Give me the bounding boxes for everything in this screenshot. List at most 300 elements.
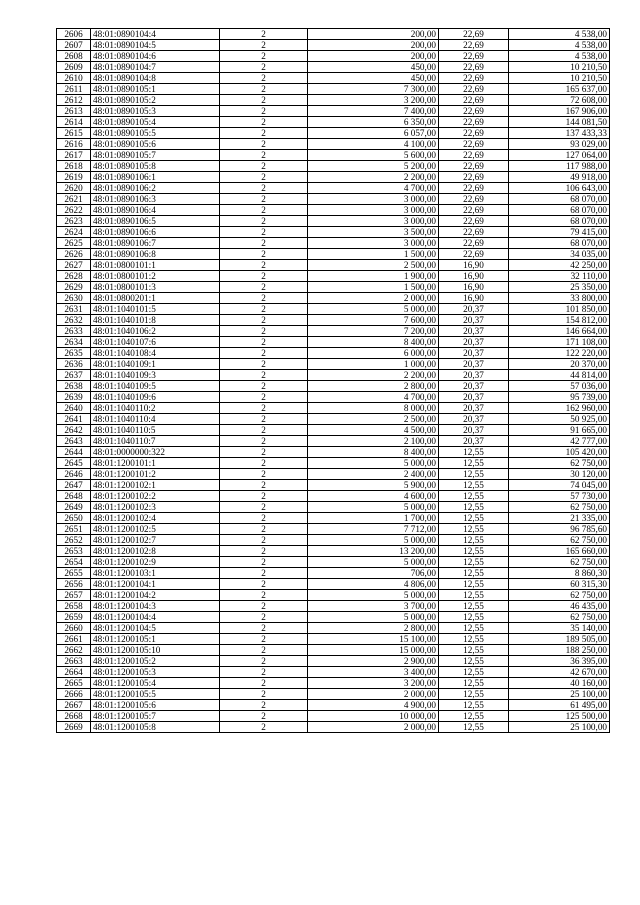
area-cell: 10 000,00 — [308, 711, 439, 722]
area-cell: 3 000,00 — [308, 238, 439, 249]
cadastral-value-cell: 4 538,00 — [509, 51, 610, 62]
cadastral-number-cell: 48:01:1200102:4 — [91, 513, 220, 524]
area-cell: 2 900,00 — [308, 656, 439, 667]
category-cell: 2 — [220, 656, 308, 667]
area-cell: 4 806,00 — [308, 579, 439, 590]
cadastral-number-cell: 48:01:1200102:2 — [91, 491, 220, 502]
cadastral-number-cell: 48:01:0890105:7 — [91, 150, 220, 161]
rate-cell: 22,69 — [439, 95, 509, 106]
table-row — [57, 117, 610, 128]
rate-cell: 12,55 — [439, 524, 509, 535]
rate-cell: 12,55 — [439, 711, 509, 722]
rate-cell: 22,69 — [439, 205, 509, 216]
cadastral-number-cell: 48:01:1200105:2 — [91, 656, 220, 667]
rate-cell: 22,69 — [439, 106, 509, 117]
row-number-cell: 2623 — [57, 216, 91, 227]
cadastral-number-cell: 48:01:1200102:3 — [91, 502, 220, 513]
category-cell: 2 — [220, 645, 308, 656]
row-number-cell: 2663 — [57, 656, 91, 667]
area-cell: 3 000,00 — [308, 205, 439, 216]
category-cell: 2 — [220, 62, 308, 73]
cadastral-value-cell: 105 420,00 — [509, 447, 610, 458]
rate-cell: 12,55 — [439, 568, 509, 579]
cadastral-value-cell: 137 433,33 — [509, 128, 610, 139]
cadastral-value-cell: 74 045,00 — [509, 480, 610, 491]
row-number-cell: 2631 — [57, 304, 91, 315]
area-cell: 1 900,00 — [308, 271, 439, 282]
cadastral-value-cell: 122 220,00 — [509, 348, 610, 359]
table-row — [57, 601, 610, 612]
row-number-cell: 2628 — [57, 271, 91, 282]
cadastral-value-cell: 42 777,00 — [509, 436, 610, 447]
row-number-cell: 2640 — [57, 403, 91, 414]
cadastral-number-cell: 48:01:0890105:6 — [91, 139, 220, 150]
row-number-cell: 2643 — [57, 436, 91, 447]
cadastral-value-cell: 62 750,00 — [509, 535, 610, 546]
rate-cell: 12,55 — [439, 623, 509, 634]
row-number-cell: 2655 — [57, 568, 91, 579]
rate-cell: 12,55 — [439, 469, 509, 480]
area-cell: 200,00 — [308, 40, 439, 51]
table-row — [57, 612, 610, 623]
rate-cell: 22,69 — [439, 227, 509, 238]
cadastral-value-cell: 33 800,00 — [509, 293, 610, 304]
cadastral-value-cell: 144 081,50 — [509, 117, 610, 128]
rate-cell: 20,37 — [439, 392, 509, 403]
cadastral-number-cell: 48:01:0890106:6 — [91, 227, 220, 238]
row-number-cell: 2626 — [57, 249, 91, 260]
cadastral-value-cell: 50 925,00 — [509, 414, 610, 425]
category-cell: 2 — [220, 722, 308, 733]
cadastral-value-cell: 189 505,00 — [509, 634, 610, 645]
row-number-cell: 2625 — [57, 238, 91, 249]
category-cell: 2 — [220, 447, 308, 458]
row-number-cell: 2649 — [57, 502, 91, 513]
row-number-cell: 2653 — [57, 546, 91, 557]
rate-cell: 20,37 — [439, 326, 509, 337]
rate-cell: 12,55 — [439, 612, 509, 623]
row-number-cell: 2633 — [57, 326, 91, 337]
cadastral-number-cell: 48:01:1200102:5 — [91, 524, 220, 535]
rate-cell: 22,69 — [439, 249, 509, 260]
area-cell: 5 000,00 — [308, 502, 439, 513]
cadastral-number-cell: 48:01:0800101:1 — [91, 260, 220, 271]
area-cell: 3 700,00 — [308, 601, 439, 612]
rate-cell: 20,37 — [439, 315, 509, 326]
table-row — [57, 557, 610, 568]
rate-cell: 12,55 — [439, 513, 509, 524]
area-cell: 3 000,00 — [308, 194, 439, 205]
cadastral-number-cell: 48:01:1040110:2 — [91, 403, 220, 414]
row-number-cell: 2642 — [57, 425, 91, 436]
category-cell: 2 — [220, 293, 308, 304]
row-number-cell: 2632 — [57, 315, 91, 326]
area-cell: 450,00 — [308, 73, 439, 84]
row-number-cell: 2608 — [57, 51, 91, 62]
cadastral-number-cell: 48:01:1200102:8 — [91, 546, 220, 557]
area-cell: 13 200,00 — [308, 546, 439, 557]
category-cell: 2 — [220, 304, 308, 315]
cadastral-value-cell: 165 660,00 — [509, 546, 610, 557]
cadastral-value-cell: 91 665,00 — [509, 425, 610, 436]
rate-cell: 12,55 — [439, 535, 509, 546]
table-row — [57, 326, 610, 337]
cadastral-value-cell: 40 160,00 — [509, 678, 610, 689]
row-number-cell: 2656 — [57, 579, 91, 590]
cadastral-value-cell: 188 250,00 — [509, 645, 610, 656]
category-cell: 2 — [220, 513, 308, 524]
cadastral-number-cell: 48:01:1040110:4 — [91, 414, 220, 425]
table-row — [57, 183, 610, 194]
area-cell: 450,00 — [308, 62, 439, 73]
cadastral-value-cell: 42 670,00 — [509, 667, 610, 678]
area-cell: 5 900,00 — [308, 480, 439, 491]
table-row — [57, 722, 610, 733]
area-cell: 4 700,00 — [308, 392, 439, 403]
cadastral-value-cell: 10 210,50 — [509, 62, 610, 73]
row-number-cell: 2669 — [57, 722, 91, 733]
rate-cell: 12,55 — [439, 590, 509, 601]
area-cell: 3 200,00 — [308, 95, 439, 106]
cadastral-value-cell: 165 637,00 — [509, 84, 610, 95]
category-cell: 2 — [220, 150, 308, 161]
rate-cell: 12,55 — [439, 546, 509, 557]
category-cell: 2 — [220, 700, 308, 711]
area-cell: 5 000,00 — [308, 612, 439, 623]
area-cell: 2 000,00 — [308, 722, 439, 733]
area-cell: 2 400,00 — [308, 469, 439, 480]
row-number-cell: 2614 — [57, 117, 91, 128]
category-cell: 2 — [220, 579, 308, 590]
cadastral-number-cell: 48:01:1040101:5 — [91, 304, 220, 315]
table-row — [57, 260, 610, 271]
rate-cell: 22,69 — [439, 139, 509, 150]
rate-cell: 22,69 — [439, 51, 509, 62]
cadastral-number-cell: 48:01:1040110:5 — [91, 425, 220, 436]
cadastral-number-cell: 48:01:0890105:3 — [91, 106, 220, 117]
table-row — [57, 667, 610, 678]
cadastral-number-cell: 48:01:1200104:4 — [91, 612, 220, 623]
category-cell: 2 — [220, 315, 308, 326]
table-row — [57, 513, 610, 524]
cadastral-number-cell: 48:01:1200102:1 — [91, 480, 220, 491]
area-cell: 2 800,00 — [308, 623, 439, 634]
cadastral-number-cell: 48:01:0890104:7 — [91, 62, 220, 73]
area-cell: 1 500,00 — [308, 282, 439, 293]
cadastral-number-cell: 48:01:0890106:2 — [91, 183, 220, 194]
area-cell: 200,00 — [308, 29, 439, 40]
cadastral-number-cell: 48:01:1200105:4 — [91, 678, 220, 689]
table-row — [57, 271, 610, 282]
area-cell: 8 400,00 — [308, 337, 439, 348]
cadastral-number-cell: 48:01:1200105:3 — [91, 667, 220, 678]
cadastral-value-cell: 34 035,00 — [509, 249, 610, 260]
rate-cell: 16,90 — [439, 271, 509, 282]
rate-cell: 20,37 — [439, 425, 509, 436]
category-cell: 2 — [220, 29, 308, 40]
row-number-cell: 2639 — [57, 392, 91, 403]
table-row — [57, 711, 610, 722]
table-row — [57, 524, 610, 535]
table-row — [57, 84, 610, 95]
category-cell: 2 — [220, 436, 308, 447]
category-cell: 2 — [220, 51, 308, 62]
category-cell: 2 — [220, 612, 308, 623]
cadastral-number-cell: 48:01:0890104:5 — [91, 40, 220, 51]
table-row — [57, 579, 610, 590]
category-cell: 2 — [220, 392, 308, 403]
table-row — [57, 282, 610, 293]
category-cell: 2 — [220, 590, 308, 601]
row-number-cell: 2648 — [57, 491, 91, 502]
rate-cell: 20,37 — [439, 403, 509, 414]
row-number-cell: 2641 — [57, 414, 91, 425]
cadastral-number-cell: 48:01:0800201:1 — [91, 293, 220, 304]
category-cell: 2 — [220, 227, 308, 238]
cadastral-number-cell: 48:01:0890106:1 — [91, 172, 220, 183]
area-cell: 200,00 — [308, 51, 439, 62]
row-number-cell: 2660 — [57, 623, 91, 634]
cadastral-value-cell: 96 785,60 — [509, 524, 610, 535]
cadastral-value-cell: 20 370,00 — [509, 359, 610, 370]
row-number-cell: 2667 — [57, 700, 91, 711]
category-cell: 2 — [220, 106, 308, 117]
table-row — [57, 425, 610, 436]
rate-cell: 22,69 — [439, 40, 509, 51]
row-number-cell: 2646 — [57, 469, 91, 480]
cadastral-value-cell: 79 415,00 — [509, 227, 610, 238]
category-cell: 2 — [220, 128, 308, 139]
cadastral-number-cell: 48:01:0890106:5 — [91, 216, 220, 227]
table-row — [57, 348, 610, 359]
table-row — [57, 62, 610, 73]
area-cell: 4 900,00 — [308, 700, 439, 711]
area-cell: 3 000,00 — [308, 216, 439, 227]
rate-cell: 12,55 — [439, 667, 509, 678]
cadastral-value-cell: 154 812,00 — [509, 315, 610, 326]
cadastral-value-cell: 61 495,00 — [509, 700, 610, 711]
cadastral-value-cell: 146 664,00 — [509, 326, 610, 337]
cadastral-value-cell: 32 110,00 — [509, 271, 610, 282]
row-number-cell: 2630 — [57, 293, 91, 304]
cadastral-value-cell: 93 029,00 — [509, 139, 610, 150]
area-cell: 3 500,00 — [308, 227, 439, 238]
row-number-cell: 2609 — [57, 62, 91, 73]
cadastral-value-cell: 30 120,00 — [509, 469, 610, 480]
area-cell: 5 000,00 — [308, 590, 439, 601]
cadastral-value-cell: 127 064,00 — [509, 150, 610, 161]
row-number-cell: 2658 — [57, 601, 91, 612]
row-number-cell: 2606 — [57, 29, 91, 40]
rate-cell: 12,55 — [439, 645, 509, 656]
cadastral-value-cell: 46 435,00 — [509, 601, 610, 612]
category-cell: 2 — [220, 524, 308, 535]
cadastral-value-cell: 4 538,00 — [509, 40, 610, 51]
table-row — [57, 205, 610, 216]
rate-cell: 20,37 — [439, 337, 509, 348]
cadastral-number-cell: 48:01:0890105:2 — [91, 95, 220, 106]
rate-cell: 20,37 — [439, 381, 509, 392]
area-cell: 6 057,00 — [308, 128, 439, 139]
table-row — [57, 249, 610, 260]
cadastral-number-cell: 48:01:0890104:6 — [91, 51, 220, 62]
table-row — [57, 139, 610, 150]
row-number-cell: 2668 — [57, 711, 91, 722]
cadastral-number-cell: 48:01:1200104:5 — [91, 623, 220, 634]
category-cell: 2 — [220, 95, 308, 106]
rate-cell: 16,90 — [439, 260, 509, 271]
cadastral-number-cell: 48:01:1040108:4 — [91, 348, 220, 359]
area-cell: 4 700,00 — [308, 183, 439, 194]
category-cell: 2 — [220, 73, 308, 84]
row-number-cell: 2624 — [57, 227, 91, 238]
category-cell: 2 — [220, 326, 308, 337]
category-cell: 2 — [220, 282, 308, 293]
rate-cell: 22,69 — [439, 62, 509, 73]
table-row — [57, 590, 610, 601]
row-number-cell: 2620 — [57, 183, 91, 194]
rate-cell: 20,37 — [439, 348, 509, 359]
category-cell: 2 — [220, 337, 308, 348]
cadastral-number-cell: 48:01:1200105:5 — [91, 689, 220, 700]
rate-cell: 12,55 — [439, 689, 509, 700]
cadastral-number-cell: 48:01:1200104:1 — [91, 579, 220, 590]
table-row — [57, 227, 610, 238]
table-row — [57, 315, 610, 326]
cadastral-number-cell: 48:01:1040109:5 — [91, 381, 220, 392]
area-cell: 706,00 — [308, 568, 439, 579]
category-cell: 2 — [220, 260, 308, 271]
cadastral-number-cell: 48:01:1200105:7 — [91, 711, 220, 722]
cadastral-value-cell: 4 538,00 — [509, 29, 610, 40]
table-row — [57, 502, 610, 513]
rate-cell: 22,69 — [439, 73, 509, 84]
table-row — [57, 689, 610, 700]
table-row — [57, 359, 610, 370]
area-cell: 2 100,00 — [308, 436, 439, 447]
cadastral-number-cell: 48:01:1040109:3 — [91, 370, 220, 381]
table-row — [57, 458, 610, 469]
table-row — [57, 172, 610, 183]
cadastral-value-cell: 57 036,00 — [509, 381, 610, 392]
cadastral-value-cell: 62 750,00 — [509, 502, 610, 513]
area-cell: 3 400,00 — [308, 667, 439, 678]
cadastral-value-cell: 25 100,00 — [509, 722, 610, 733]
cadastral-value-cell: 101 850,00 — [509, 304, 610, 315]
cadastral-value-cell: 125 500,00 — [509, 711, 610, 722]
rate-cell: 20,37 — [439, 359, 509, 370]
area-cell: 7 712,00 — [308, 524, 439, 535]
row-number-cell: 2665 — [57, 678, 91, 689]
area-cell: 8 000,00 — [308, 403, 439, 414]
table-row — [57, 568, 610, 579]
table-row — [57, 447, 610, 458]
table-row — [57, 381, 610, 392]
cadastral-value-cell: 25 350,00 — [509, 282, 610, 293]
area-cell: 7 400,00 — [308, 106, 439, 117]
cadastral-number-cell: 48:01:1200105:10 — [91, 645, 220, 656]
rate-cell: 12,55 — [439, 678, 509, 689]
row-number-cell: 2662 — [57, 645, 91, 656]
area-cell: 5 200,00 — [308, 161, 439, 172]
row-number-cell: 2613 — [57, 106, 91, 117]
category-cell: 2 — [220, 381, 308, 392]
area-cell: 6 000,00 — [308, 348, 439, 359]
area-cell: 1 000,00 — [308, 359, 439, 370]
row-number-cell: 2654 — [57, 557, 91, 568]
area-cell: 2 200,00 — [308, 172, 439, 183]
category-cell: 2 — [220, 117, 308, 128]
cadastral-value-cell: 62 750,00 — [509, 557, 610, 568]
cadastral-number-cell: 48:01:1200103:1 — [91, 568, 220, 579]
category-cell: 2 — [220, 667, 308, 678]
table-row — [57, 535, 610, 546]
cadastral-value-cell: 35 140,00 — [509, 623, 610, 634]
area-cell: 6 350,00 — [308, 117, 439, 128]
row-number-cell: 2645 — [57, 458, 91, 469]
table-row — [57, 106, 610, 117]
category-cell: 2 — [220, 183, 308, 194]
category-cell: 2 — [220, 546, 308, 557]
cadastral-number-cell: 48:01:1200101:1 — [91, 458, 220, 469]
rate-cell: 22,69 — [439, 183, 509, 194]
row-number-cell: 2629 — [57, 282, 91, 293]
area-cell: 5 000,00 — [308, 304, 439, 315]
table-row — [57, 150, 610, 161]
row-number-cell: 2636 — [57, 359, 91, 370]
category-cell: 2 — [220, 205, 308, 216]
table-row — [57, 678, 610, 689]
row-number-cell: 2664 — [57, 667, 91, 678]
cadastral-number-cell: 48:01:1200105:8 — [91, 722, 220, 733]
table-row — [57, 491, 610, 502]
rate-cell: 22,69 — [439, 194, 509, 205]
table-row — [57, 128, 610, 139]
table-row — [57, 238, 610, 249]
rate-cell: 12,55 — [439, 557, 509, 568]
rate-cell: 22,69 — [439, 150, 509, 161]
row-number-cell: 2616 — [57, 139, 91, 150]
rate-cell: 16,90 — [439, 293, 509, 304]
cadastral-value-cell: 62 750,00 — [509, 590, 610, 601]
row-number-cell: 2644 — [57, 447, 91, 458]
area-cell: 5 000,00 — [308, 458, 439, 469]
table-row — [57, 293, 610, 304]
category-cell: 2 — [220, 678, 308, 689]
cadastral-value-table — [56, 28, 610, 733]
cadastral-value-cell: 57 730,00 — [509, 491, 610, 502]
rate-cell: 22,69 — [439, 161, 509, 172]
rate-cell: 12,55 — [439, 579, 509, 590]
area-cell: 5 000,00 — [308, 557, 439, 568]
cadastral-number-cell: 48:01:0000000:322 — [91, 447, 220, 458]
row-number-cell: 2661 — [57, 634, 91, 645]
cadastral-number-cell: 48:01:1200104:2 — [91, 590, 220, 601]
cadastral-number-cell: 48:01:0890106:3 — [91, 194, 220, 205]
row-number-cell: 2621 — [57, 194, 91, 205]
table-row — [57, 73, 610, 84]
row-number-cell: 2657 — [57, 590, 91, 601]
area-cell: 2 000,00 — [308, 689, 439, 700]
table-row — [57, 546, 610, 557]
cadastral-value-cell: 62 750,00 — [509, 612, 610, 623]
cadastral-value-cell: 8 860,30 — [509, 568, 610, 579]
rate-cell: 12,55 — [439, 447, 509, 458]
area-cell: 2 800,00 — [308, 381, 439, 392]
row-number-cell: 2611 — [57, 84, 91, 95]
cadastral-number-cell: 48:01:1200102:7 — [91, 535, 220, 546]
table-row — [57, 403, 610, 414]
